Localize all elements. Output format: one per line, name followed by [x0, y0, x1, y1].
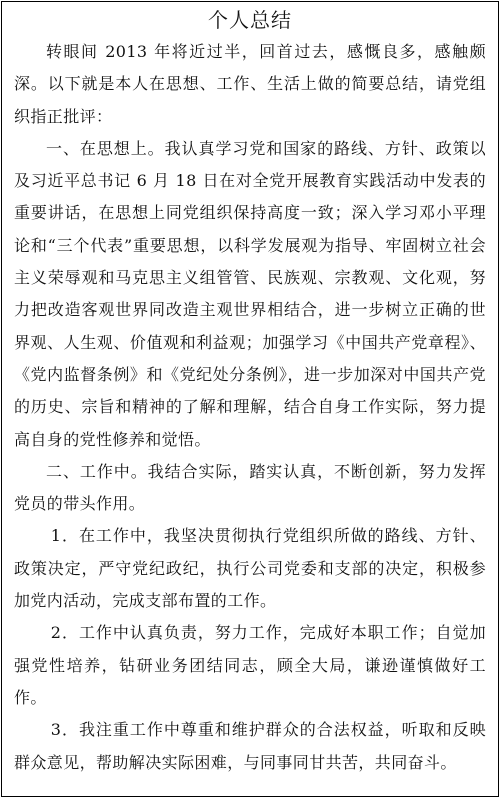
document-page [1, 1, 499, 797]
thought-section-paragraph: 一、在思想上。我认真学习党和国家的路线、方针、政策以及习近平总书记 6 月 18 日在对全党开展教育实践活动中发表的重要讲话，在思想上同党组织保持高度一致；深入学习邓小平理论和“三个代表”重要思想，以科学发展观为指导、牢固树立社会主义荣辱观和马克思主义组管管、民族观、宗教观、文化观，努力把改造客观世界同改造主观世界相结合，进一步树立正确的世界观、人生观、价值观和利益观；加强学习《中国共产党章程》、《党内监督条例》和《党纪处分条例》，进一步加深对中国共产党的历史、宗旨和精神的了解和理解，结合自身工作实际，努力提高自身的党性修养和觉悟。 [14, 138, 486, 449]
work-item-1-paragraph: 1．在工作中，我坚决贯彻执行党组织所做的路线、方针、政策决定，严守党纪政纪，执行公司党委和支部的决定，积极参加党内活动，完成支部布置的工作。 [14, 526, 486, 611]
intro-paragraph: 转眼间 2013 年将近过半，回首过去，感慨良多，感触颇深。以下就是本人在思想、工作、生活上做的简要总结，请党组织指正批评： [14, 42, 486, 126]
work-section-paragraph: 二、工作中。我结合实际，踏实认真，不断创新，努力发挥党员的带头作用。 [14, 461, 486, 514]
document-body [2, 32, 498, 779]
work-item-2-paragraph: 2．工作中认真负责，努力工作，完成好本职工作；自觉加强党性培养，钻研业务团结同志，顾全大局，谦逊谨慎做好工作。 [14, 623, 486, 707]
document-title: 个人总结 [208, 8, 292, 32]
work-item-3-paragraph: 3．我注重工作中尊重和维护群众的合法权益，听取和反映群众意见，帮助解决实际困难，与同事同甘共苦，共同奋斗。 [14, 720, 486, 772]
